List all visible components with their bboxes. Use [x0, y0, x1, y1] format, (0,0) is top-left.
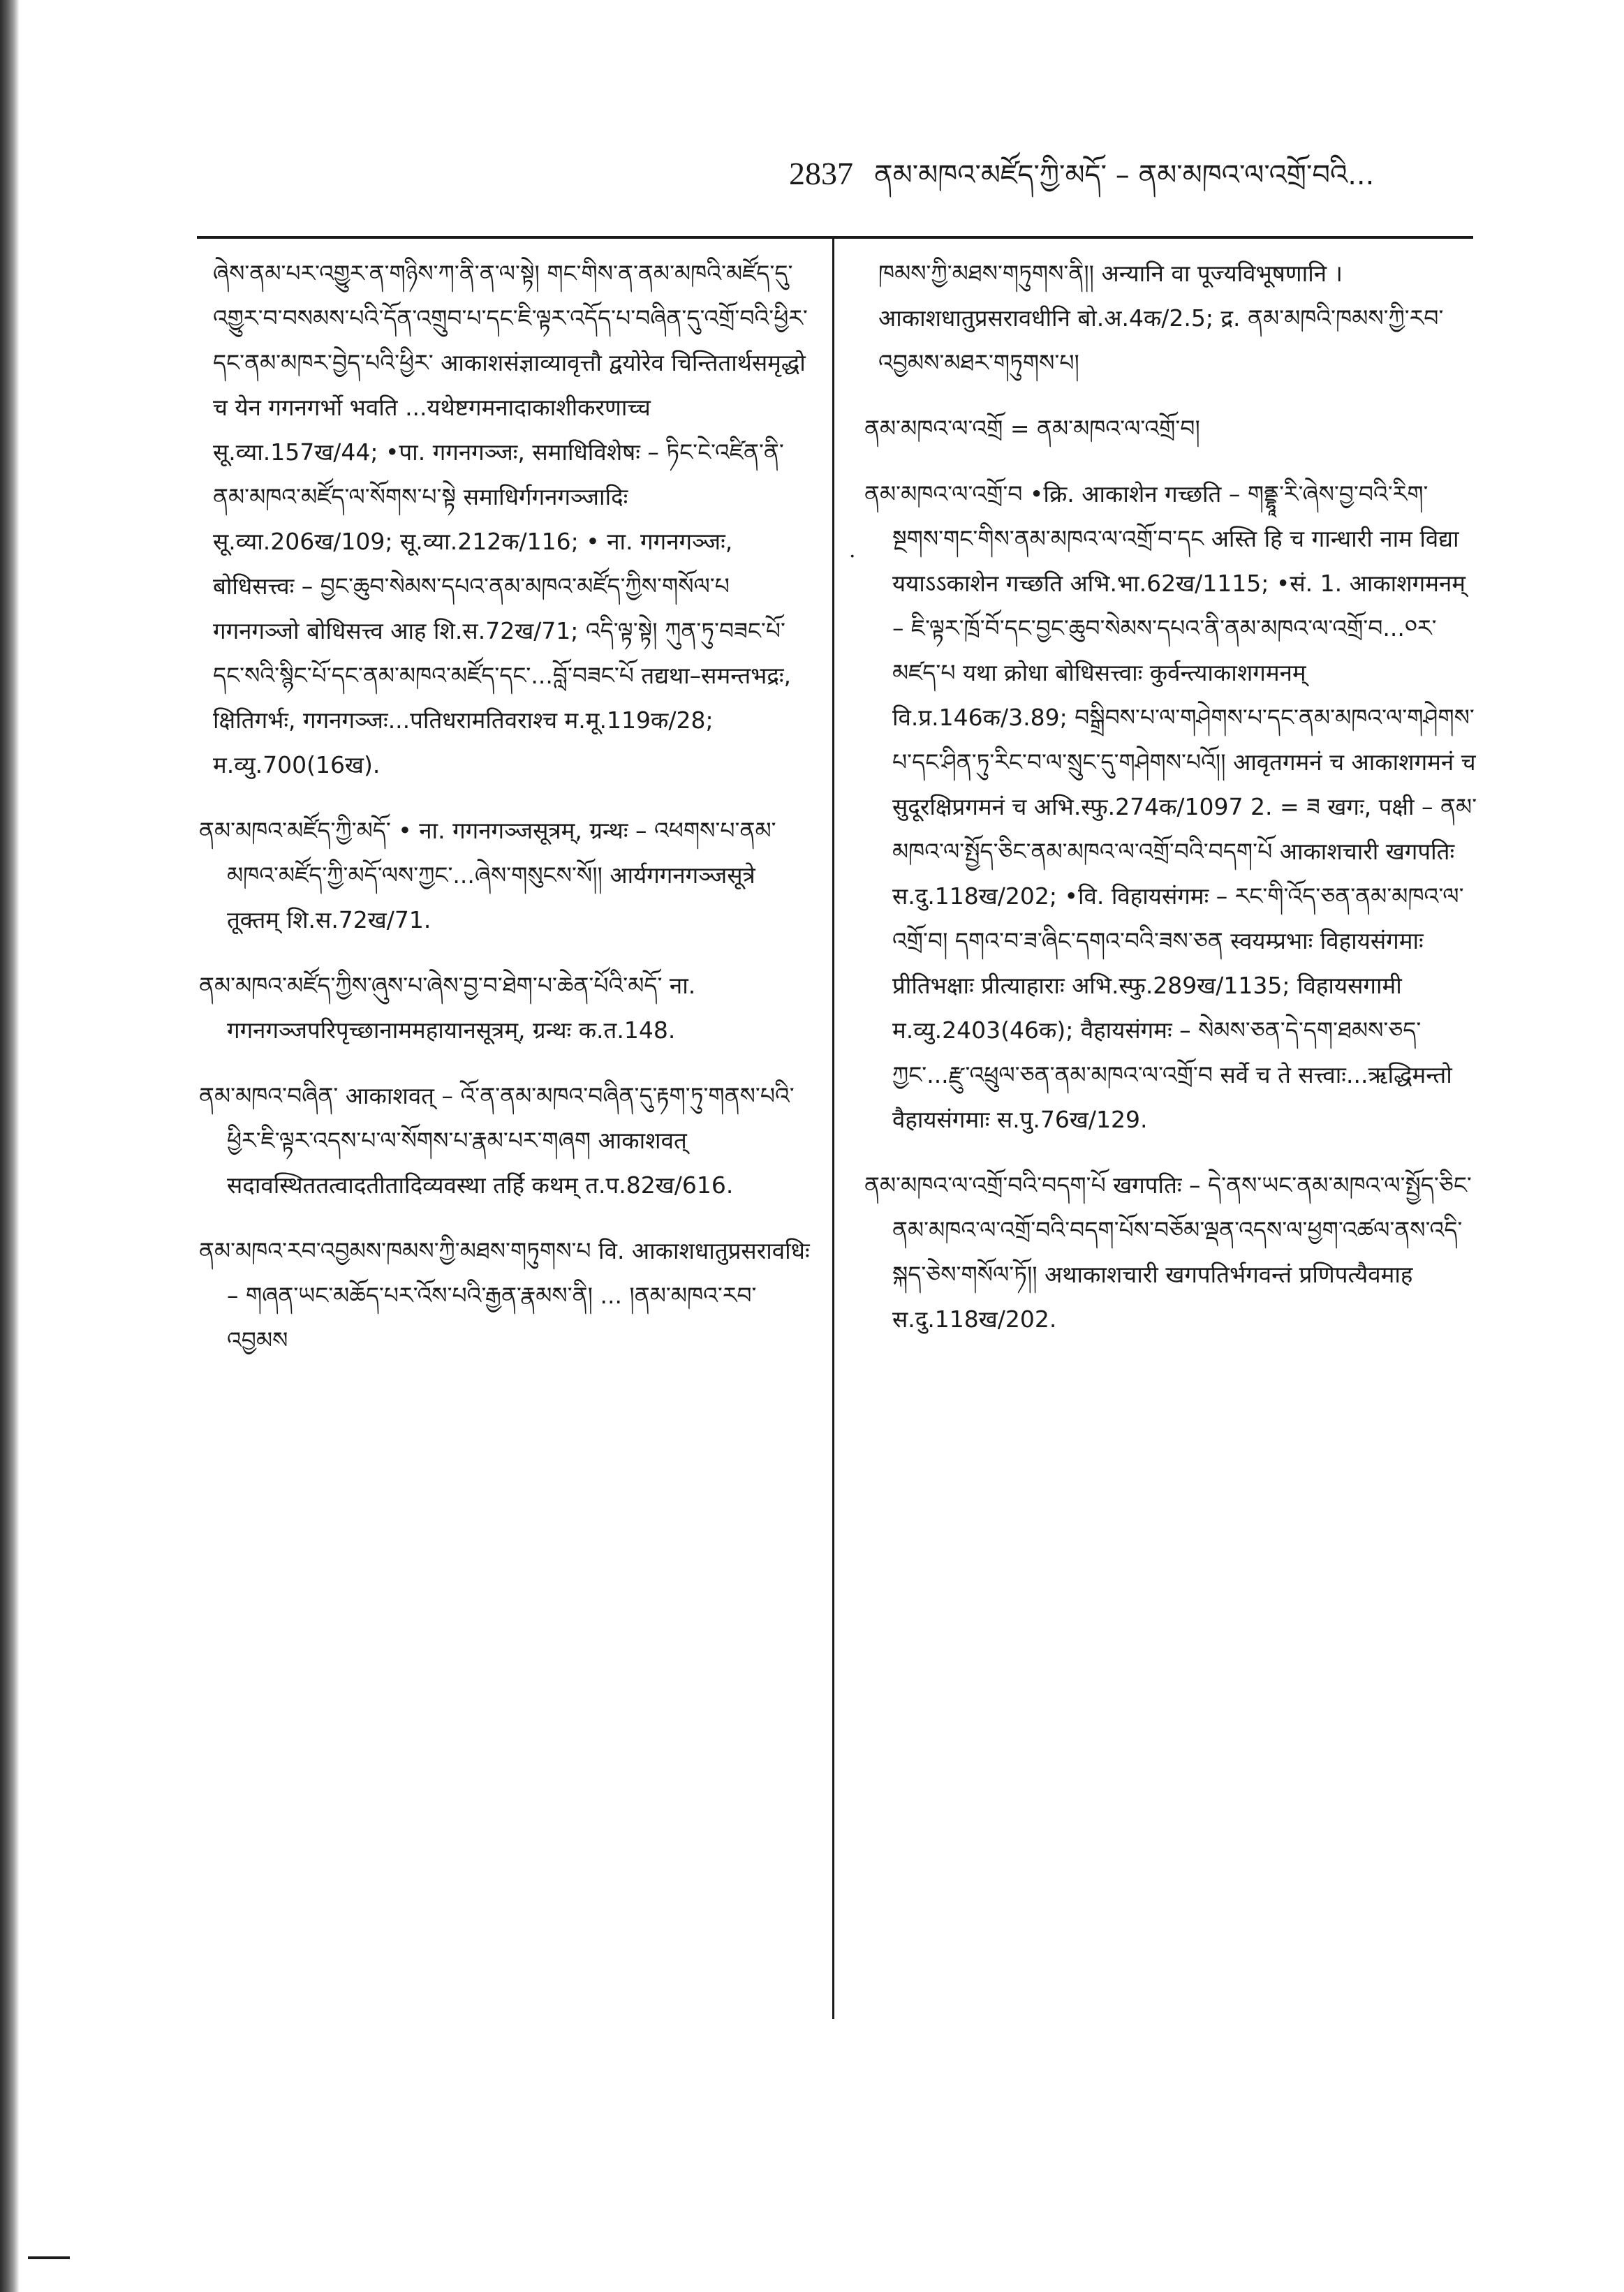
dictionary-entry: ཞེས་ནམ་པར་འགྱུར་ན་གཉིས་ཀ་ནི་ན་ལ་སྟེ། གང་གིས་ན་ནམ་མཁའི་མཛོད་དུ་འགྱུར་བ་བསམས་པའི་དོན་འགྲུབ་པ་དང་ཇི་ལྟར་འདོད་པ་བཞིན་དུ་འགྲོ་བའི་ཕྱིར་དང་ནམ་མཁར་བྱེད་པའི་ཕྱིར་ आकाशसंज्ञाव्यावृत्तौ द्वयोरेव चिन्तितार्थसमृद्धो च येन गगनगर्भो भवति ...यथेष्टगमनादाकाशीकरणाच्च सू.व्या.157ख/44; •पा. गगनगञ्जः, समाधिविशेषः – ཏིང་ངེ་འཛིན་ནི་ནམ་མཁའ་མཛོད་ལ་སོགས་པ་སྟེ समाधिर्गगनगञ्जादिः सू.व्या.206ख/109; सू.व्या.212क/116; • ना. गगनगञ्जः, बोधिसत्त्वः – བྱང་ཆུབ་སེམས་དཔའ་ནམ་མཁའ་མཛོད་ཀྱིས་གསོལ་པ गगनगञ्जो बोधिसत्त्व आह शि.स.72ख/71; འདི་ལྟ་སྟེ། ཀུན་ཏུ་བཟང་པོ་དང་སའི་སྙིང་པོ་དང་ནམ་མཁའ་མཛོད་དང་...བློ་བཟང་པོ तद्यथा–समन्तभद्रः, क्षितिगर्भः, गगनगञ्जः...पतिधरामतिवराश्च म.मू.119क/28; म.व्यु.700(16ख). [213, 260, 808, 778]
dictionary-entry: ནམ་མཁའ་མཛོད་ཀྱིས་ཞུས་པ་ཞེས་བྱ་བ་ཐེག་པ་ཆེན་པོའི་མདོ་ ना. गगनगञ्जपरिपृच्छानाममहायानसूत्रम्, ग्रन्थः क.त.148. [199, 972, 696, 1044]
left-column [199, 251, 813, 1384]
dictionary-entry: ཁམས་ཀྱི་མཐས་གཏུགས་ནི།། अन्यानि वा पूज्यविभूषणानि । आकाशधातुप्रसरावधीनि बो.अ.4क/2.5; द्र. ནམ་མཁའི་ཁམས་ཀྱི་རབ་འབྱམས་མཐར་གཏུགས་པ། [878, 260, 1444, 376]
dictionary-entry: ནམ་མཁའ་བཞིན་ आकाशवत् – འོ་ན་ནམ་མཁའ་བཞིན་དུ་རྟག་ཏུ་གནས་པའི་ཕྱིར་ཇི་ལྟར་འདས་པ་ལ་སོགས་པ་རྣམ་པར་གཞག आकाशवत् सदावस्थिततत्वादतीतादिव्यवस्था तर्हि कथम् त.प.82ख/616. [199, 1082, 795, 1199]
footer-mark [28, 2256, 70, 2259]
header-rule [197, 236, 1473, 239]
running-head [789, 143, 1487, 192]
dictionary-entry: ནམ་མཁའ་མཛོད་ཀྱི་མདོ་ • ना. गगनगञ्जसूत्रम्, ग्रन्थः – འཕགས་པ་ནམ་མཁའ་མཛོད་ཀྱི་མདོ་ལས་ཀྱང་...ཞེས་གསུངས་སོ།། आर्यगगनगञ्जसूत्रे तूक्तम् शि.स.72ख/71. [199, 817, 776, 933]
running-title: ནམ་མཁའ་མཛོད་ཀྱི་མདོ་ – ནམ་མཁའ་ལ་འགྲོ་བའི... [874, 159, 1375, 191]
column-divider [832, 239, 834, 2019]
dictionary-entry: ནམ་མཁའ་ལ་འགྲོ་བ •क्रि. आकाशेन गच्छति – གནྡྷཱ་རི་ཞེས་བྱ་བའི་རིག་སྔགས་གང་གིས་ནམ་མཁའ་ལ་འགྲོ་བ་དང अस्ति हि च गान्धारी नाम विद्या ययाऽऽकाशेन गच्छति अभि.भा.62ख/1115; •सं. 1. आकाशगमनम् – ཇི་ལྟར་ཁྲོ་བོ་དང་བྱང་ཆུབ་སེམས་དཔའ་ནི་ནམ་མཁའ་ལ་འགྲོ་བ...༠ར་མཛད་པ यथा क्रोधा बोधिसत्त्वाः कुर्वन्त्याकाशगमनम् वि.प्र.146क/3.89; བསྒྲིབས་པ་ལ་གཤེགས་པ་དང་ནམ་མཁའ་ལ་གཤེགས་པ་དང་ཤིན་ཏུ་རིང་བ་ལ་སྲུང་དུ་གཤེགས་པའོ།། आवृतगमनं च आकाशगमनं च सुदूरक्षिप्रगमनं च अभि.स्फु.274क/1097 2. = ཟ खगः, पक्षी – ནམ་མཁའ་ལ་སྤྱོད་ཅིང་ནམ་མཁའ་ལ་འགྲོ་བའི་བདག་པོ आकाशचारी खगपतिः स.दु.118ख/202; •वि. विहायसंगमः – རང་གི་འོད་ཅན་ནམ་མཁའ་ལ་འགྲོ་བ། དགའ་བ་ཟ་ཞིང་དགའ་བའི་ཟས་ཅན स्वयम्प्रभाः विहायसंगमाः प्रीतिभक्षाः प्रीत्याहाराः अभि.स्फु.289ख/1135; विहायसगामी म.व्यु.2403(46क); वैहायसंगमः – སེམས་ཅན་དེ་དག་ཐམས་ཅད་ཀྱང་...རྫུ་འཕྲུལ་ཅན་ནམ་མཁའ་ལ་འགྲོ་བ सर्वे च ते सत्त्वाः...ऋद्धिमन्तो वैहायसंगमाः स.पु.76ख/129. [864, 480, 1477, 1133]
right-column [864, 251, 1479, 1363]
page-number: 2837 [789, 156, 853, 191]
dictionary-entry: ནམ་མཁའ་ལ་འགྲོ = ནམ་མཁའ་ལ་འགྲོ་བ། [864, 415, 1200, 442]
scanned-binding-edge [0, 0, 20, 2292]
dictionary-entry: ནམ་མཁའ་ལ་འགྲོ་བའི་བདག་པོ खगपतिः – དེ་ནས་ཡང་ནམ་མཁའ་ལ་སྤྱོད་ཅིང་ནམ་མཁའ་ལ་འགྲོ་བའི་བདག་པོས་བཅོམ་ལྡན་འདས་ལ་ཕྱག་འཚལ་ནས་འདི་སྐད་ཅེས་གསོལ་ཏོ།། अथाकाशचारी खगपतिर्भगवन्तं प्रणिपत्यैवमाह स.दु.118ख/202. [864, 1171, 1472, 1333]
dictionary-entry: ནམ་མཁའ་རབ་འབྱམས་ཁམས་ཀྱི་མཐས་གཏུགས་པ वि. आकाशधातुप्रसरावधिः – གཞན་ཡང་མཆོད་པར་འོས་པའི་རྒྱན་རྣམས་ནི། ... །ནམ་མཁའ་རབ་འབྱམས [199, 1237, 810, 1354]
margin-dot: · [849, 545, 856, 569]
